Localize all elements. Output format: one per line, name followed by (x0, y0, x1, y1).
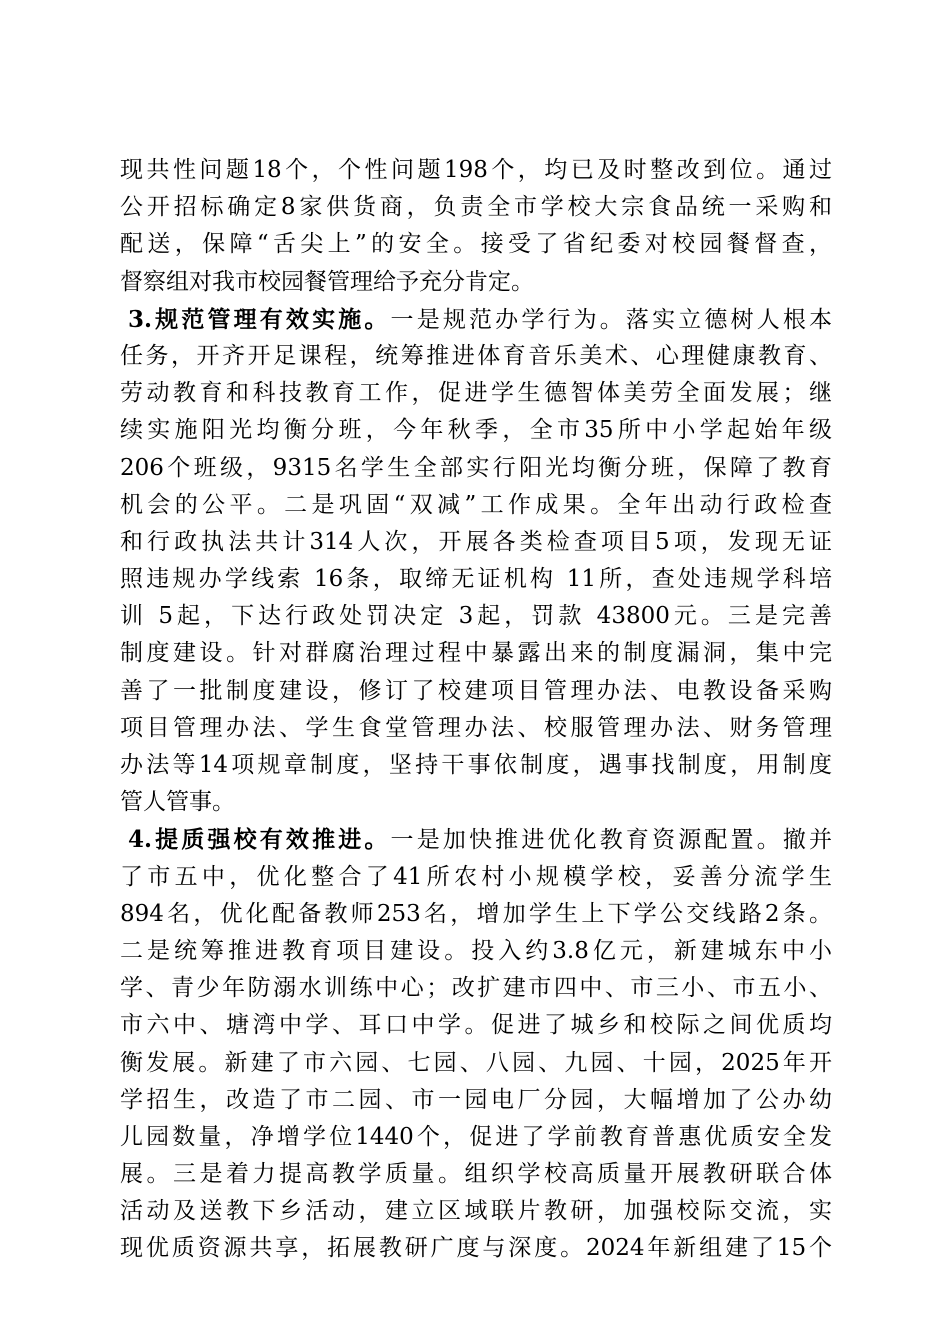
text-line: 公开招标确定8家供货商，负责全市学校大宗食品统一采购和 (120, 194, 832, 221)
text-line: 活动及送教下乡活动，建立区域联片教研，加强校际交流，实 (120, 1198, 832, 1225)
text-line: 现共性问题18个，个性问题198个，均已及时整改到位。通过 (120, 157, 832, 183)
text-line: 衡发展。新建了市六园、七园、八园、九园、十园，2025年开 (120, 1049, 832, 1076)
text-run: 一是规范办学行为。落实立德树人根本 (390, 306, 832, 333)
text-line: 制度建设。针对群腐治理过程中暴露出来的制度漏洞，集中完 (120, 640, 832, 667)
text-line: 展。三是着力提高教学质量。组织学校高质量开展教研联合体 (120, 1161, 832, 1188)
paragraph-first-line (120, 301, 832, 338)
text-line: 市六中、塘湾中学、耳口中学。促进了城乡和校际之间优质均 (120, 1012, 832, 1039)
text-line: 项目管理办法、学生食堂管理办法、校服管理办法、财务管理 (120, 714, 832, 741)
text-line: 和行政执法共计314人次，开展各类检查项目5项，发现无证 (120, 528, 832, 555)
body-text (120, 152, 832, 1268)
text-line: 督察组对我市校园餐管理给予充分肯定。 (120, 268, 534, 295)
text-line: 894名，优化配备教师253名，增加学生上下学公交线路2条。 (120, 900, 832, 927)
text-line: 二是统筹推进教育项目建设。投入约3.8亿元，新建城东中小 (120, 937, 832, 964)
text-line: 儿园数量，净增学位1440个，促进了学前教育普惠优质安全发 (120, 1123, 832, 1150)
paragraph-first-line (120, 821, 832, 858)
text-line: 劳动教育和科技教育工作，促进学生德智体美劳全面发展；继 (120, 380, 832, 407)
section-heading-4: 4.提质强校有效推进。 (128, 826, 391, 854)
text-line: 学、青少年防溺水训练中心；改扩建市四中、市三小、市五小、 (120, 975, 832, 1002)
text-line: 善了一批制度建设，修订了校建项目管理办法、电教设备采购 (120, 677, 832, 704)
text-line: 续实施阳光均衡分班，今年秋季，全市35所中小学起始年级 (120, 417, 832, 444)
text-line: 学招生，改造了市二园、市一园电厂分园，大幅增加了公办幼 (120, 1086, 832, 1113)
text-line: 训 5起，下达行政处罚决定 3起，罚款 43800元。三是完善 (120, 603, 832, 630)
text-run: 一是加快推进优化教育资源配置。撤并 (390, 827, 832, 854)
text-line: 机会的公平。二是巩固“双减”工作成果。全年出动行政检查 (120, 491, 832, 518)
text-line: 配送，保障“舌尖上”的安全。接受了省纪委对校园餐督查， (120, 231, 832, 258)
section-heading-3: 3.规范管理有效实施。 (128, 305, 391, 333)
text-line: 照违规办学线索 16条，取缔无证机构 11所，查处违规学科培 (120, 566, 832, 593)
text-line: 206个班级，9315名学生全部实行阳光均衡分班，保障了教育 (120, 454, 832, 481)
text-line: 任务，开齐开足课程，统筹推进体育音乐美术、心理健康教育、 (120, 342, 832, 369)
text-line: 了市五中，优化整合了41所农村小规模学校，妥善分流学生 (120, 863, 832, 890)
text-line: 管人管事。 (120, 789, 235, 816)
text-line: 办法等14项规章制度，坚持干事依制度，遇事找制度，用制度 (120, 752, 832, 778)
text-line: 现优质资源共享，拓展教研广度与深度。2024年新组建了15个 (120, 1235, 832, 1262)
